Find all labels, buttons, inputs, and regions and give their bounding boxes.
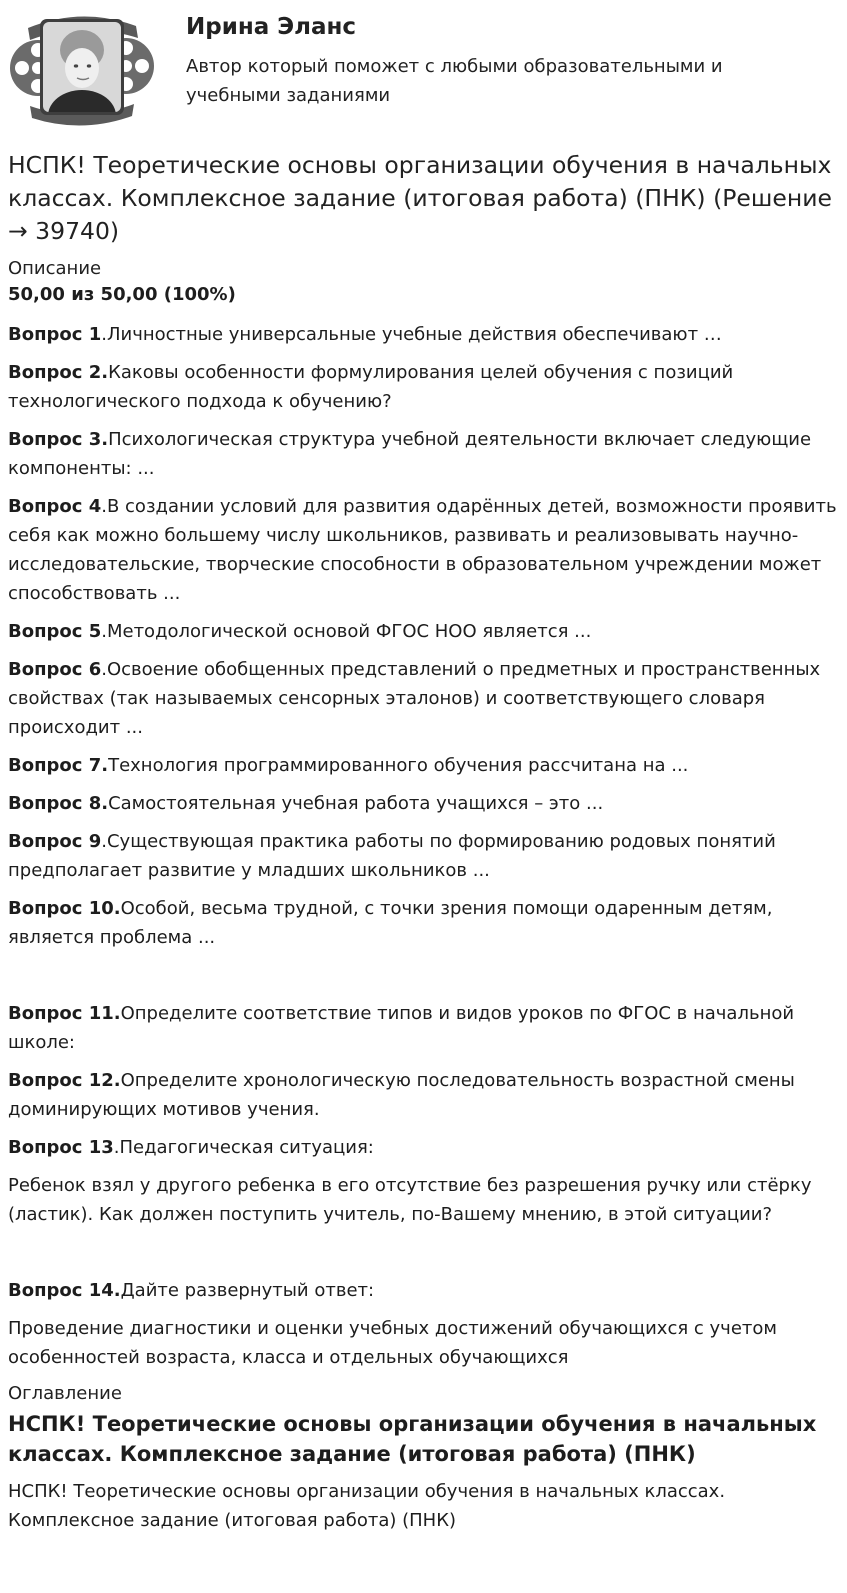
question-text: Технология программированного обучения рассчитана на ... (108, 755, 689, 776)
question-separator: . (101, 621, 107, 642)
question-separator: . (101, 324, 107, 345)
question-label: Вопрос 5 (8, 621, 102, 642)
question-label: Вопрос 9 (8, 831, 102, 852)
spacer (8, 961, 847, 999)
author-avatar (8, 8, 156, 126)
score: 50,00 из 50,00 (100%) (8, 284, 236, 305)
question-text: Освоение обобщенных представлений о предметных и пространственных свойствах (так называемых сенсорных эталонов) и соответствующего словаря происходит ... (8, 659, 821, 738)
question-text: Каковы особенности формулирования целей обучения с позиций технологического подхода к обучению? (8, 362, 734, 412)
question-label: Вопрос 6 (8, 659, 102, 680)
question-label: Вопрос 13 (8, 1137, 114, 1158)
question-11 (8, 999, 847, 1057)
toc-label: Оглавление (8, 1383, 122, 1404)
question-text: Дайте развернутый ответ: (120, 1280, 375, 1301)
question-label: Вопрос 3. (8, 429, 109, 450)
question-14 (8, 1276, 847, 1305)
question-14-detail: Проведение диагностики и оценки учебных достижений обучающихся с учетом особенностей возраста, класса и отдельных обучающихся (8, 1318, 777, 1368)
page-title: НСПК! Теоретические основы организации обучения в начальных классах. Комплексное задание (итоговая работа) (ПНК) (Решение → 39740) (8, 151, 832, 245)
question-text: Самостоятельная учебная работа учащихся – это ... (108, 793, 604, 814)
question-label: Вопрос 10. (8, 898, 121, 919)
question-9 (8, 827, 847, 885)
question-label: Вопрос 2. (8, 362, 109, 383)
question-10 (8, 894, 847, 952)
author-name[interactable]: Ирина Эланс (186, 14, 357, 40)
question-3 (8, 425, 847, 483)
question-text: Методологической основой ФГОС НОО является ... (106, 621, 592, 642)
question-text: Личностные универсальные учебные действия обеспечивают … (106, 324, 722, 345)
question-separator: . (113, 1137, 120, 1158)
question-12 (8, 1066, 847, 1124)
question-label: Вопрос 14. (8, 1280, 121, 1301)
question-5 (8, 617, 847, 646)
question-separator: . (101, 496, 107, 517)
question-label: Вопрос 4 (8, 496, 102, 517)
toc-title: НСПК! Теоретические основы организации обучения в начальных классах. Комплексное задание (итоговая работа) (ПНК) (8, 1412, 817, 1466)
question-text: Определите соответствие типов и видов уроков по ФГОС в начальной школе: (8, 1003, 795, 1053)
author-description: Автор который поможет с любыми образовательными и учебными заданиями (186, 56, 723, 106)
question-7 (8, 751, 847, 780)
question-separator: . (101, 831, 107, 852)
question-separator: . (101, 659, 107, 680)
question-text: Определите хронологическую последовательность возрастной смены доминирующих мотивов учения. (8, 1070, 795, 1120)
question-text: Особой, весьма трудной, с точки зрения помощи одаренным детям, является проблема ... (8, 898, 773, 948)
question-8 (8, 789, 847, 818)
question-label: Вопрос 7. (8, 755, 109, 776)
question-label: Вопрос 11. (8, 1003, 121, 1024)
question-text: Существующая практика работы по формированию родовых понятий предполагает развитие у младших школьников ... (8, 831, 776, 881)
question-label: Вопрос 8. (8, 793, 109, 814)
question-1 (8, 320, 847, 349)
toc-text: НСПК! Теоретические основы организации обучения в начальных классах. Комплексное задание (итоговая работа) (ПНК) (8, 1481, 726, 1531)
question-text: Психологическая структура учебной деятельности включает следующие компоненты: ... (8, 429, 812, 479)
question-6 (8, 655, 847, 742)
question-13 (8, 1133, 847, 1162)
spacer (8, 1238, 847, 1276)
question-2 (8, 358, 847, 416)
main-content (8, 149, 847, 1535)
question-label: Вопрос 12. (8, 1070, 121, 1091)
question-4 (8, 492, 847, 608)
description-label: Описание (8, 258, 102, 279)
question-text: В создании условий для развития одарённых детей, возможности проявить себя как можно большему числу школьников, развивать и реализовывать научно-исследовательские, творческие способности в образовательном учреждении может способствовать ... (8, 496, 837, 604)
author-card (8, 8, 847, 126)
question-label: Вопрос 1 (8, 324, 102, 345)
question-13-detail: Ребенок взял у другого ребенка в его отсутствие без разрешения ручку или стёрку (ластик). Как должен поступить учитель, по-Вашему мнению, в этой ситуации? (8, 1175, 812, 1225)
question-text: Педагогическая ситуация: (119, 1137, 374, 1158)
